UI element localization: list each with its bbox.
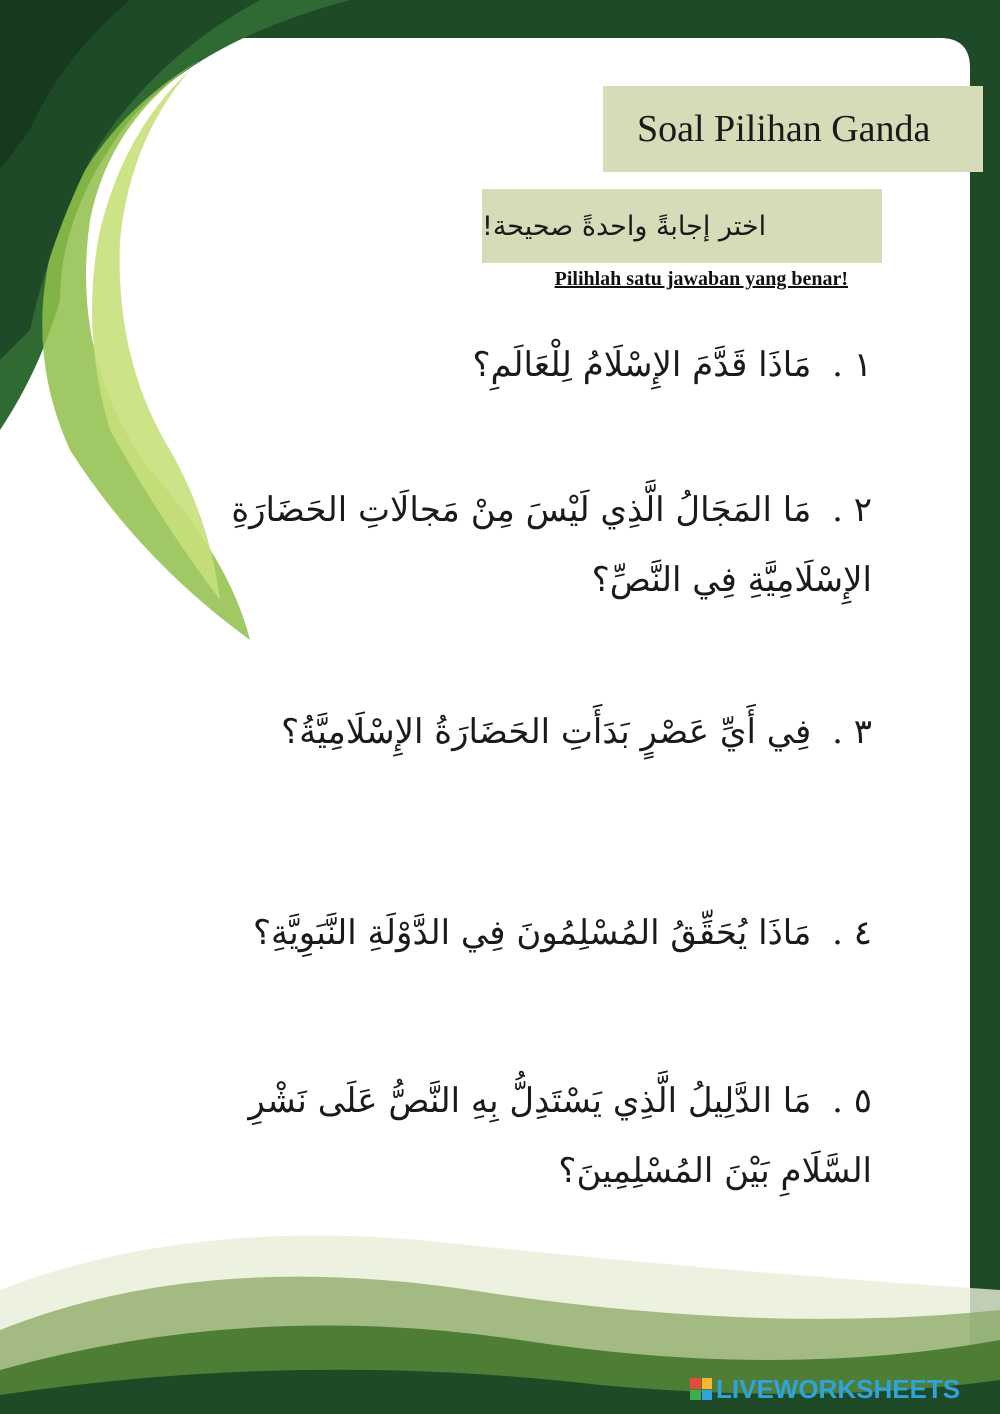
page-title: Soal Pilihan Ganda bbox=[603, 86, 983, 172]
liveworksheets-watermark bbox=[690, 1374, 960, 1404]
question-3 bbox=[152, 697, 872, 767]
question-text: مَاذَا يُحَقِّقُ المُسْلِمُونَ فِي الدَّوْلَةِ النَّبَوِيَّةِ؟ bbox=[253, 913, 812, 953]
question-1 bbox=[152, 330, 872, 400]
watermark-text: LIVEWORKSHEETS bbox=[716, 1373, 961, 1404]
question-4 bbox=[152, 898, 872, 968]
question-text: مَاذَا قَدَّمَ الإِسْلَامُ لِلْعَالَمِ؟ bbox=[472, 345, 812, 385]
question-number: ٣ . bbox=[832, 712, 872, 752]
question-5 bbox=[152, 1066, 872, 1206]
liveworksheets-logo-icon bbox=[690, 1378, 712, 1400]
question-text: مَا المَجَالُ الَّذِي لَيْسَ مِنْ مَجالَاتِ الحَضَارَةِ الإِسْلَامِيَّةِ فِي النَّصِّ؟ bbox=[231, 490, 872, 600]
question-text: فِي أَيِّ عَصْرٍ بَدَأَتِ الحَضَارَةُ الإِسْلَامِيَّةُ؟ bbox=[281, 712, 812, 752]
instruction-arabic: اختر إجابةً واحدةً صحيحة! bbox=[482, 189, 882, 263]
question-number: ٢ . bbox=[832, 490, 872, 530]
instruction-latin: Pilihlah satu jawaban yang benar! bbox=[554, 268, 848, 290]
question-2 bbox=[152, 475, 872, 615]
question-text: مَا الدَّلِيلُ الَّذِي يَسْتَدِلُّ بِهِ النَّصُّ عَلَى نَشْرِ السَّلَامِ بَيْنَ المُسْلِمِينَ؟ bbox=[248, 1081, 872, 1191]
question-number: ١ . bbox=[832, 345, 872, 385]
question-number: ٤ . bbox=[832, 913, 872, 953]
question-number: ٥ . bbox=[832, 1081, 872, 1121]
